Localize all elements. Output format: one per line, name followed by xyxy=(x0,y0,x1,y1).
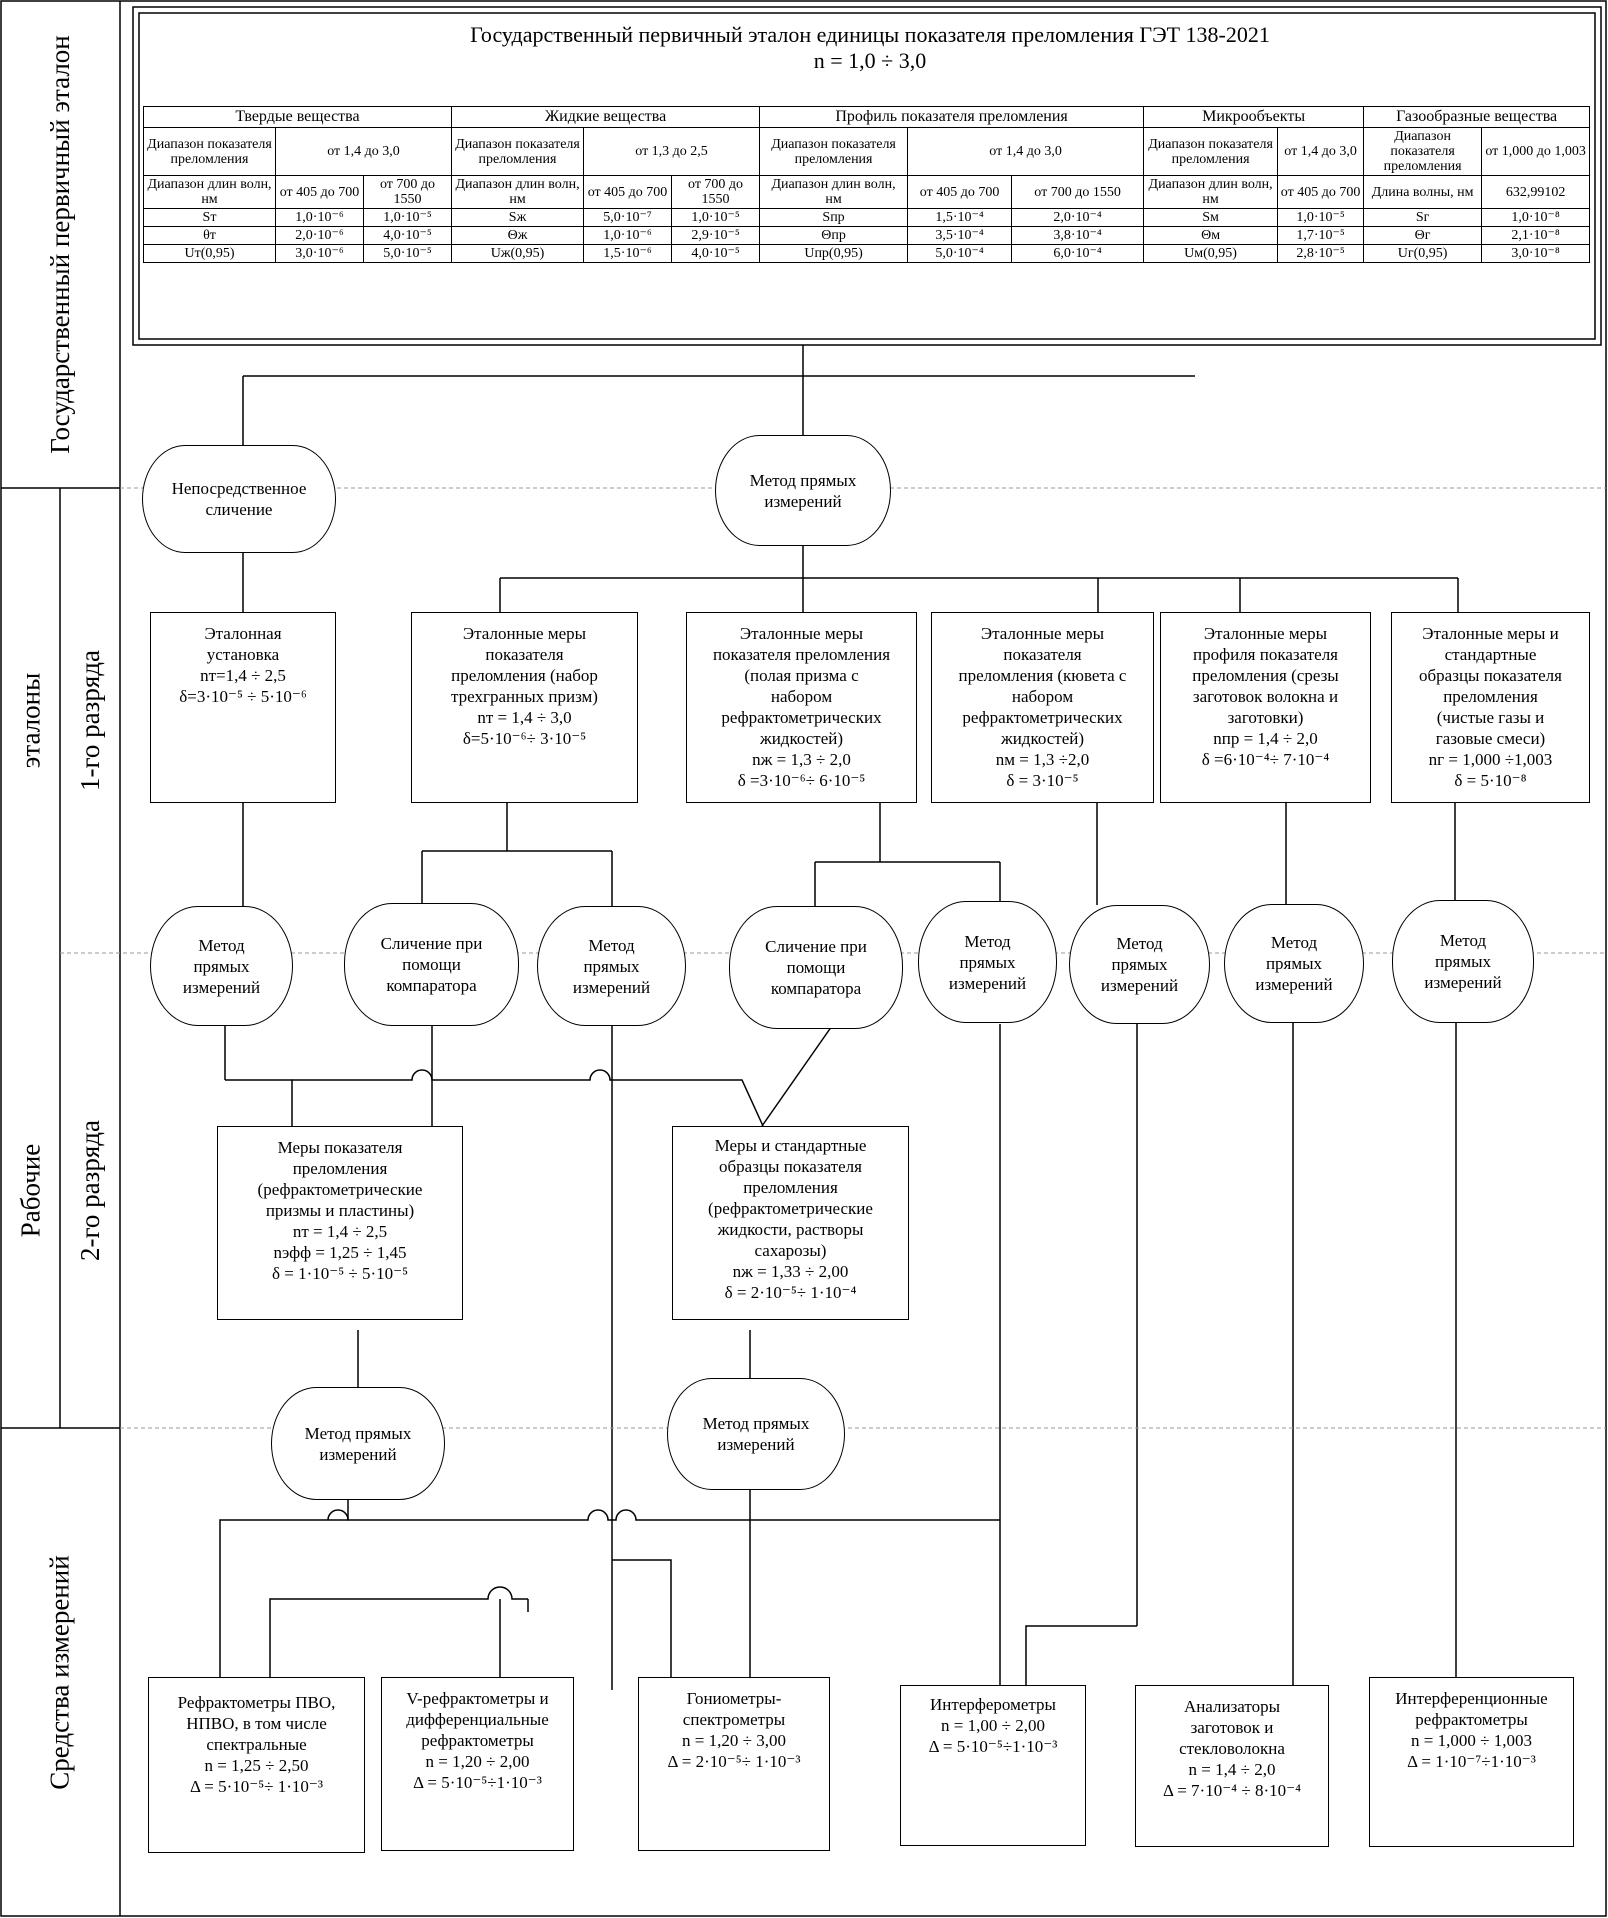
table-cell: 3,0·10⁻⁶ xyxy=(276,245,364,263)
table-cell: 5,0·10⁻⁵ xyxy=(364,245,452,263)
table-cell: Uт(0,95) xyxy=(144,245,276,263)
table-group-header: Микрообъекты xyxy=(1144,107,1364,128)
method-oval-mid: Метод прямых измерений xyxy=(150,906,293,1026)
table-cell: Диапазон показателя преломления xyxy=(144,128,276,176)
table-cell: Sг xyxy=(1364,209,1482,227)
table-cell: Sм xyxy=(1144,209,1278,227)
table-cell: 1,7·10⁻⁵ xyxy=(1278,227,1364,245)
table-cell: от 700 до 1550 xyxy=(672,176,760,209)
rank1-box-hollow-prism: Эталонные меры показателя преломления (полая призма с набором рефрактометрических жидкостей) nж = 1,3 ÷ 2,0 δ =3·10⁻⁶÷ 6·10⁻⁵ xyxy=(686,612,917,803)
rank1-box-gases: Эталонные меры и стандартные образцы показателя преломления (чистые газы и газовые смеси) nг = 1,000 ÷1,003 δ = 5·10⁻⁸ xyxy=(1391,612,1590,803)
table-cell: 5,0·10⁻⁷ xyxy=(584,209,672,227)
method-oval-mid: Метод прямых измерений xyxy=(537,906,686,1026)
table-cell: от 405 до 700 xyxy=(908,176,1012,209)
table-cell: 4,0·10⁻⁵ xyxy=(364,227,452,245)
table-cell: Θм xyxy=(1144,227,1278,245)
table-cell: от 1,000 до 1,003 xyxy=(1482,128,1590,176)
method-oval-mid: Метод прямых измерений xyxy=(918,901,1057,1023)
side-label-working: Рабочие xyxy=(15,1143,45,1238)
table-cell: 3,0·10⁻⁸ xyxy=(1482,245,1590,263)
side-label-standards: эталоны xyxy=(15,672,46,769)
table-cell: Θж xyxy=(452,227,584,245)
table-cell: от 1,4 до 3,0 xyxy=(276,128,452,176)
table-cell: от 700 до 1550 xyxy=(1012,176,1144,209)
table-cell: 2,1·10⁻⁸ xyxy=(1482,227,1590,245)
table-row xyxy=(144,245,1590,263)
comparator-oval-mid: Сличение при помощи компаратора xyxy=(344,903,519,1026)
table-cell: Длина волны, нм xyxy=(1364,176,1482,209)
table-cell: 1,0·10⁻⁵ xyxy=(672,209,760,227)
table-cell: Uг(0,95) xyxy=(1364,245,1482,263)
side-label-rank1: 1-го разряда xyxy=(74,650,105,791)
table-cell: 5,0·10⁻⁴ xyxy=(908,245,1012,263)
table-cell: Uж(0,95) xyxy=(452,245,584,263)
table-row xyxy=(144,227,1590,245)
table-row xyxy=(144,107,1590,128)
table-cell: Uм(0,95) xyxy=(1144,245,1278,263)
method-oval-mid: Метод прямых измерений xyxy=(1392,900,1534,1023)
method-oval-direct-comparison: Непосредственное сличение xyxy=(142,445,336,553)
method-oval-mid: Метод прямых измерений xyxy=(1069,905,1210,1024)
table-row xyxy=(144,128,1590,176)
method-oval-low: Метод прямых измерений xyxy=(667,1378,845,1490)
rank1-box-prism-set: Эталонные меры показателя преломления (набор трехгранных призм) nт = 1,4 ÷ 3,0 δ=5·10⁻⁶÷ 3·10⁻⁵ xyxy=(411,612,638,803)
table-cell: 4,0·10⁻⁵ xyxy=(672,245,760,263)
table-cell: 1,0·10⁻⁵ xyxy=(364,209,452,227)
instrument-box-interference-refractometers: Интерференционные рефрактометры n = 1,000 ÷ 1,003 Δ = 1·10⁻⁷÷1·10⁻³ xyxy=(1369,1677,1574,1847)
table-cell: 1,5·10⁻⁴ xyxy=(908,209,1012,227)
table-cell: Диапазон длин волн, нм xyxy=(760,176,908,209)
instrument-box-interferometers: Интерферометры n = 1,00 ÷ 2,00 Δ = 5·10⁻⁵÷1·10⁻³ xyxy=(900,1685,1086,1846)
rank2-box-liquids: Меры и стандартные образцы показателя преломления (рефрактометрические жидкости, растворы сахарозы) nж = 1,33 ÷ 2,00 δ = 2·10⁻⁵÷ 1·10⁻⁴ xyxy=(672,1126,909,1320)
rank1-box-profile: Эталонные меры профиля показателя преломления (срезы заготовок волокна и заготовки) nпр = 1,4 ÷ 2,0 δ =6·10⁻⁴÷ 7·10⁻⁴ xyxy=(1160,612,1371,803)
table-cell: от 405 до 700 xyxy=(276,176,364,209)
table-cell: Sпр xyxy=(760,209,908,227)
table-cell: Sж xyxy=(452,209,584,227)
table-cell: 1,0·10⁻⁶ xyxy=(584,227,672,245)
method-oval-low: Метод прямых измерений xyxy=(271,1387,445,1500)
table-cell: от 1,3 до 2,5 xyxy=(584,128,760,176)
table-group-header: Газообразные вещества xyxy=(1364,107,1590,128)
table-cell: Диапазон показателя преломления xyxy=(452,128,584,176)
table-group-header: Профиль показателя преломления xyxy=(760,107,1144,128)
table-row xyxy=(144,176,1590,209)
table-group-header: Твердые вещества xyxy=(144,107,452,128)
side-label-state-primary: Государственный первичный эталон xyxy=(45,35,76,454)
table-cell: Диапазон длин волн, нм xyxy=(452,176,584,209)
page-title: Государственный первичный эталон единицы показателя преломления ГЭТ 138-2021 xyxy=(470,22,1270,47)
table-cell: Θпр xyxy=(760,227,908,245)
table-cell: 1,5·10⁻⁶ xyxy=(584,245,672,263)
instrument-box-fiber-analyzers: Анализаторы заготовок и стекловолокна n = 1,4 ÷ 2,0 Δ = 7·10⁻⁴ ÷ 8·10⁻⁴ xyxy=(1135,1685,1329,1847)
rank1-box-reference-setup: Эталонная установка nт=1,4 ÷ 2,5 δ=3·10⁻⁵ ÷ 5·10⁻⁶ xyxy=(150,612,336,803)
side-label-rank2: 2-го разряда xyxy=(74,1120,105,1261)
characteristics-table xyxy=(143,106,1590,263)
table-cell: от 405 до 700 xyxy=(1278,176,1364,209)
table-cell: Θг xyxy=(1364,227,1482,245)
table-cell: 2,9·10⁻⁵ xyxy=(672,227,760,245)
instrument-box-goniometers: Гониометры- спектрометры n = 1,20 ÷ 3,00 Δ = 2·10⁻⁵÷ 1·10⁻³ xyxy=(638,1677,830,1851)
method-oval-mid: Метод прямых измерений xyxy=(1224,904,1364,1023)
table-cell: 632,99102 xyxy=(1482,176,1590,209)
table-cell: Uпр(0,95) xyxy=(760,245,908,263)
table-cell: Диапазон показателя преломления xyxy=(1364,128,1482,176)
table-group-header: Жидкие вещества xyxy=(452,107,760,128)
comparator-oval-mid: Сличение при помощи компаратора xyxy=(729,906,903,1029)
table-cell: Диапазон показателя преломления xyxy=(1144,128,1278,176)
table-cell: 2,0·10⁻⁶ xyxy=(276,227,364,245)
table-cell: 6,0·10⁻⁴ xyxy=(1012,245,1144,263)
instrument-box-tir-refractometers: Рефрактометры ПВО, НПВО, в том числе спектральные n = 1,25 ÷ 2,50 Δ = 5·10⁻⁵÷ 1·10⁻³ xyxy=(148,1677,365,1853)
table-cell: от 700 до 1550 xyxy=(364,176,452,209)
header-title-block xyxy=(140,22,1600,74)
table-cell: 3,8·10⁻⁴ xyxy=(1012,227,1144,245)
table-cell: 2,8·10⁻⁵ xyxy=(1278,245,1364,263)
table-cell: Диапазон показателя преломления xyxy=(760,128,908,176)
table-cell: от 405 до 700 xyxy=(584,176,672,209)
rank1-box-cuvette: Эталонные меры показателя преломления (кювета с набором рефрактометрических жидкостей) nм = 1,3 ÷2,0 δ = 3·10⁻⁵ xyxy=(931,612,1154,803)
table-cell: 2,0·10⁻⁴ xyxy=(1012,209,1144,227)
table-cell: от 1,4 до 3,0 xyxy=(1278,128,1364,176)
table-cell: Sт xyxy=(144,209,276,227)
side-label-instruments: Средства измерений xyxy=(45,1554,76,1790)
table-cell: 1,0·10⁻⁶ xyxy=(276,209,364,227)
table-cell: от 1,4 до 3,0 xyxy=(908,128,1144,176)
page-subtitle: n = 1,0 ÷ 3,0 xyxy=(813,48,927,73)
table-cell: Диапазон длин волн, нм xyxy=(144,176,276,209)
table-cell: 1,0·10⁻⁵ xyxy=(1278,209,1364,227)
rank2-box-prisms-plates: Меры показателя преломления (рефрактометрические призмы и пластины) nт = 1,4 ÷ 2,5 nэфф = 1,25 ÷ 1,45 δ = 1·10⁻⁵ ÷ 5·10⁻⁵ xyxy=(217,1126,463,1320)
table-cell: 3,5·10⁻⁴ xyxy=(908,227,1012,245)
table-cell: Диапазон длин волн, нм xyxy=(1144,176,1278,209)
method-oval-direct-measure: Метод прямых измерений xyxy=(715,435,891,546)
table-row xyxy=(144,209,1590,227)
instrument-box-v-refractometers: V-рефрактометры и дифференциальные рефрактометры n = 1,20 ÷ 2,00 Δ = 5·10⁻⁵÷1·10⁻³ xyxy=(381,1677,574,1851)
table-cell: θт xyxy=(144,227,276,245)
table-cell: 1,0·10⁻⁸ xyxy=(1482,209,1590,227)
